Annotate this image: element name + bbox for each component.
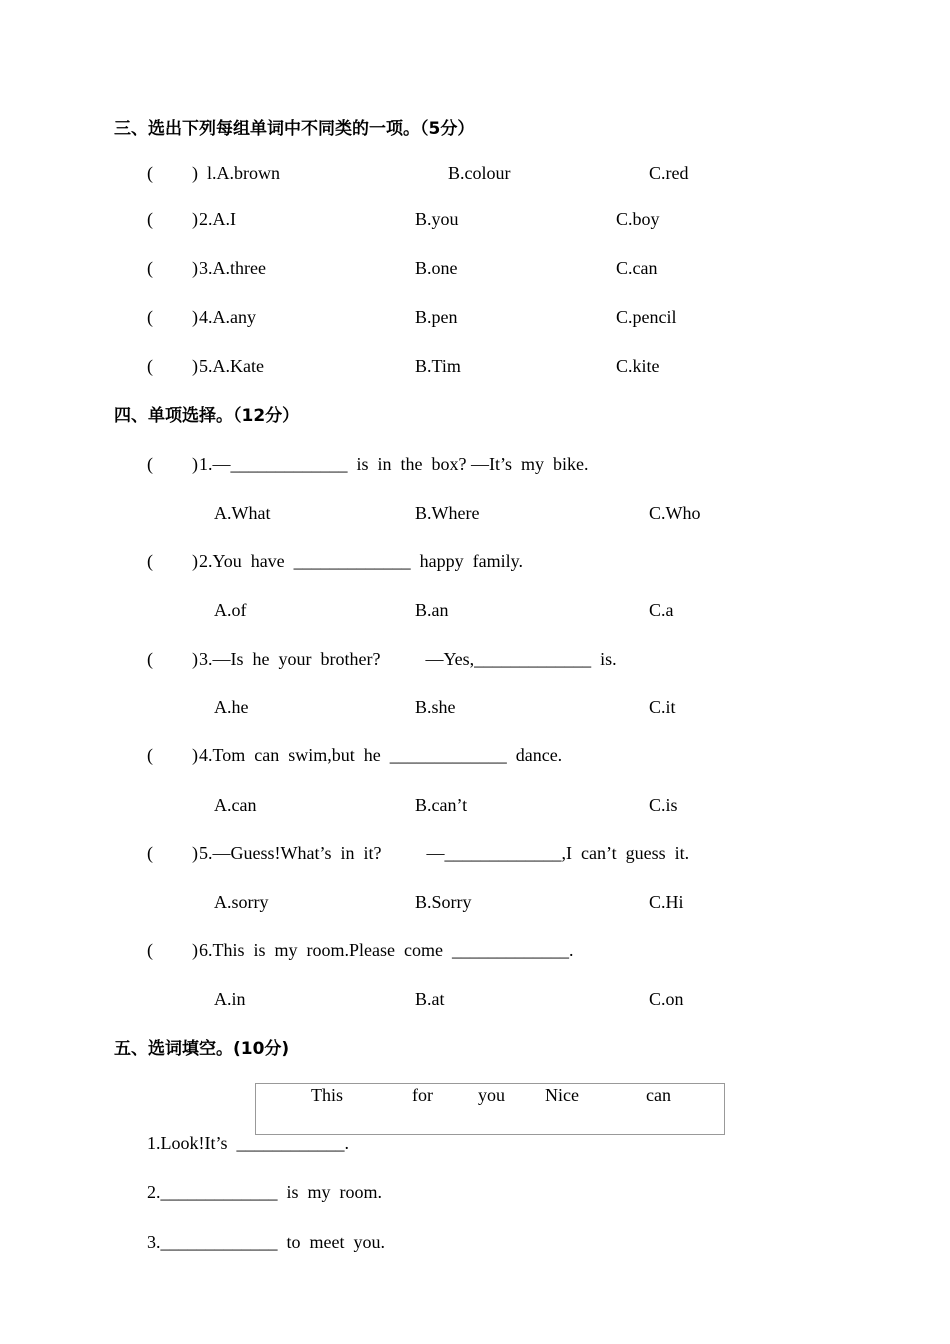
answer-paren-open[interactable]: ( bbox=[147, 745, 153, 765]
word-bank-word: This bbox=[311, 1085, 344, 1105]
option-c: C.kite bbox=[616, 356, 660, 376]
section3-title: 三、选出下列每组单词中不同类的一项。（5分） bbox=[114, 119, 475, 139]
option-a: A.What bbox=[214, 503, 271, 523]
answer-paren-close: ) bbox=[192, 307, 198, 327]
question-stem: 3.—Is he your brother? —Yes,_____________ is. bbox=[199, 649, 617, 669]
question-stem: 4.Tom can swim,but he _____________ dance. bbox=[199, 745, 563, 765]
answer-paren-close: ) bbox=[192, 940, 198, 960]
question-stem: 1.—_____________ is in the box? —It’s my bike. bbox=[199, 454, 589, 474]
option-a: A.can bbox=[214, 795, 257, 815]
option-c: C.pencil bbox=[616, 307, 677, 327]
option-b: B.Sorry bbox=[415, 892, 472, 912]
option-b: B.you bbox=[415, 209, 459, 229]
option-a: 2.A.I bbox=[199, 209, 236, 229]
answer-paren-close: ) bbox=[192, 163, 198, 183]
word-bank-word: for bbox=[412, 1085, 433, 1105]
fill-item: 3._____________ to meet you. bbox=[147, 1232, 385, 1252]
question-stem: 5.—Guess!What’s in it? —_____________,I can’t guess it. bbox=[199, 843, 690, 863]
answer-paren-open[interactable]: ( bbox=[147, 649, 153, 669]
option-c: C.boy bbox=[616, 209, 660, 229]
option-c: C.Hi bbox=[649, 892, 684, 912]
answer-paren-open[interactable]: ( bbox=[147, 940, 153, 960]
option-a: l.A.brown bbox=[207, 163, 280, 183]
option-b: B.pen bbox=[415, 307, 458, 327]
option-c: C.Who bbox=[649, 503, 701, 523]
option-a: 4.A.any bbox=[199, 307, 256, 327]
option-a: A.he bbox=[214, 697, 249, 717]
option-b: B.can’t bbox=[415, 795, 468, 815]
answer-paren-open[interactable]: ( bbox=[147, 163, 153, 183]
option-b: B.Tim bbox=[415, 356, 461, 376]
option-c: C.red bbox=[649, 163, 689, 183]
word-bank-word: can bbox=[646, 1085, 671, 1105]
option-b: B.she bbox=[415, 697, 456, 717]
option-b: B.colour bbox=[448, 163, 511, 183]
answer-paren-open[interactable]: ( bbox=[147, 209, 153, 229]
answer-paren-close: ) bbox=[192, 454, 198, 474]
option-a: 5.A.Kate bbox=[199, 356, 264, 376]
section4-title: 四、单项选择。（12分） bbox=[114, 406, 300, 426]
answer-paren-close: ) bbox=[192, 843, 198, 863]
option-a: A.sorry bbox=[214, 892, 269, 912]
option-b: B.Where bbox=[415, 503, 480, 523]
option-a: A.of bbox=[214, 600, 247, 620]
question-stem: 6.This is my room.Please come _____________. bbox=[199, 940, 574, 960]
answer-paren-close: ) bbox=[192, 745, 198, 765]
option-b: B.an bbox=[415, 600, 449, 620]
answer-paren-close: ) bbox=[192, 551, 198, 571]
word-bank-word: you bbox=[478, 1085, 505, 1105]
answer-paren-close: ) bbox=[192, 649, 198, 669]
option-a: A.in bbox=[214, 989, 246, 1009]
option-c: C.a bbox=[649, 600, 674, 620]
option-c: C.is bbox=[649, 795, 678, 815]
answer-paren-close: ) bbox=[192, 258, 198, 278]
fill-item: 1.Look!It’s ____________. bbox=[147, 1133, 349, 1153]
option-b: B.at bbox=[415, 989, 445, 1009]
answer-paren-open[interactable]: ( bbox=[147, 454, 153, 474]
answer-paren-open[interactable]: ( bbox=[147, 843, 153, 863]
answer-paren-open[interactable]: ( bbox=[147, 307, 153, 327]
answer-paren-open[interactable]: ( bbox=[147, 551, 153, 571]
answer-paren-open[interactable]: ( bbox=[147, 356, 153, 376]
word-bank-word: Nice bbox=[545, 1085, 579, 1105]
option-c: C.on bbox=[649, 989, 684, 1009]
option-b: B.one bbox=[415, 258, 458, 278]
option-c: C.it bbox=[649, 697, 676, 717]
fill-item: 2._____________ is my room. bbox=[147, 1182, 383, 1202]
option-c: C.can bbox=[616, 258, 658, 278]
answer-paren-close: ) bbox=[192, 209, 198, 229]
question-stem: 2.You have _____________ happy family. bbox=[199, 551, 523, 571]
answer-paren-close: ) bbox=[192, 356, 198, 376]
section5-title: 五、选词填空。(10分) bbox=[114, 1039, 290, 1059]
answer-paren-open[interactable]: ( bbox=[147, 258, 153, 278]
option-a: 3.A.three bbox=[199, 258, 266, 278]
